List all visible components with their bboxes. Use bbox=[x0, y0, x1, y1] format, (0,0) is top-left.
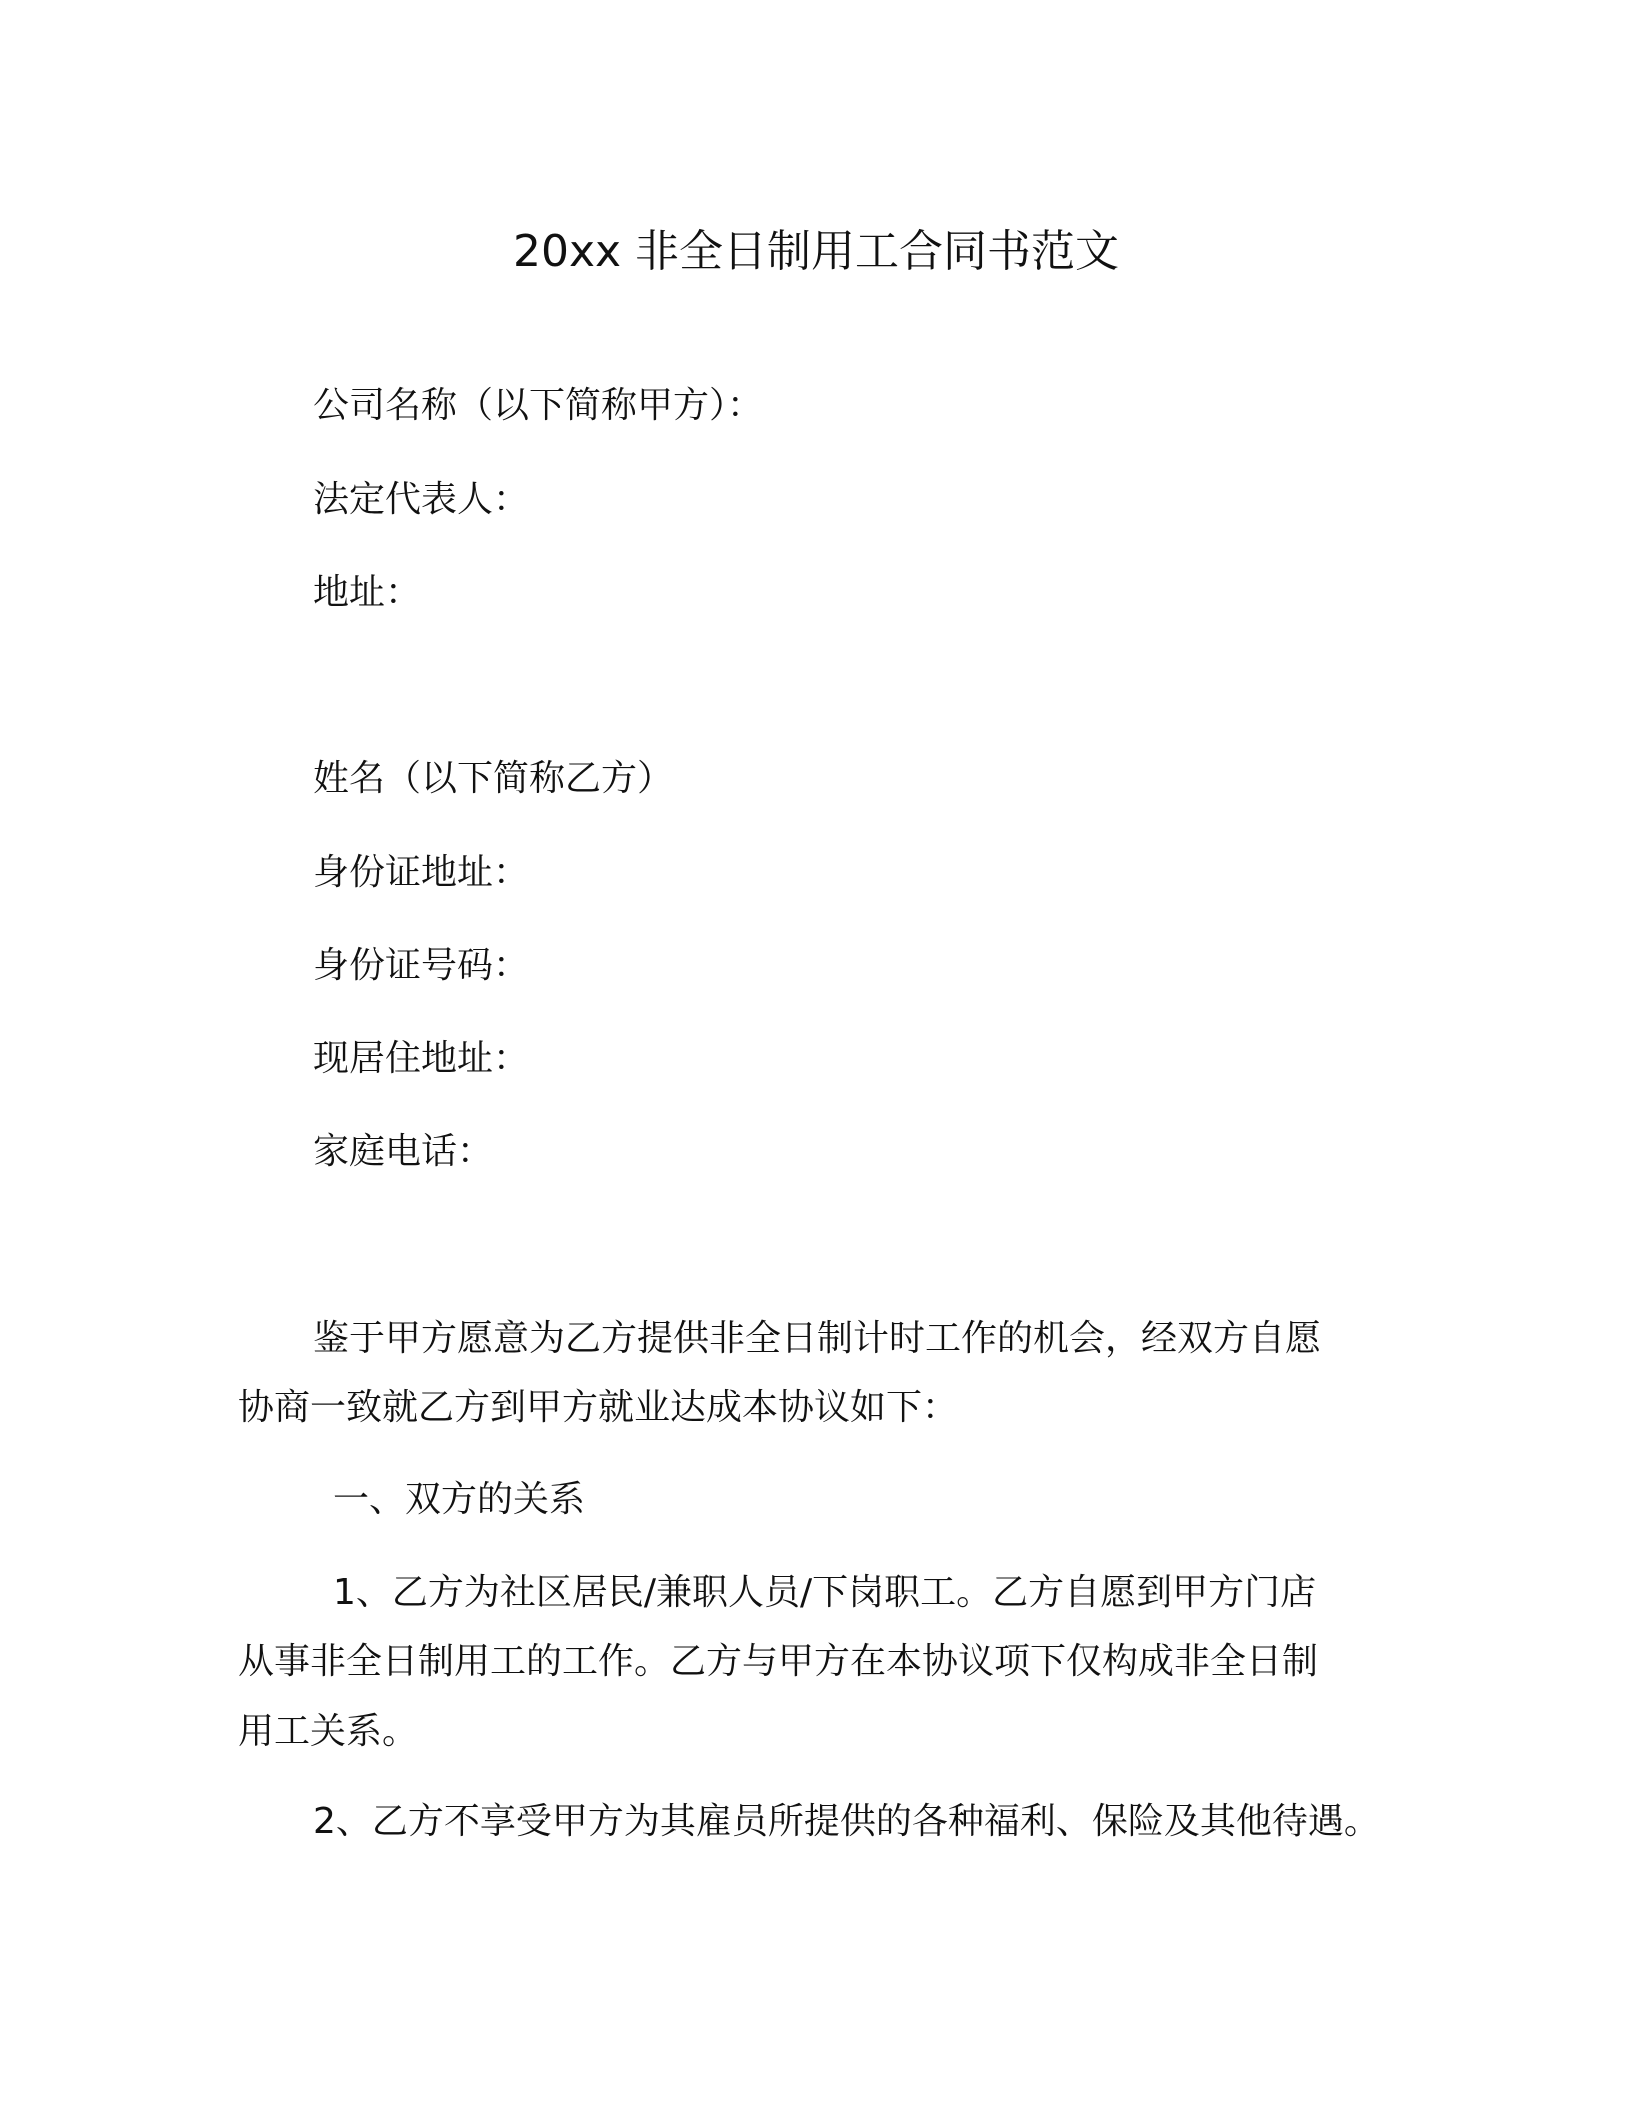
clause-1-line-1: 1、乙方为社区居民/兼职人员/下岗职工。乙方自愿到甲方门店 bbox=[333, 1572, 1317, 1613]
intro-paragraph-line-2: 协商一致就乙方到甲方就业达成本协议如下： bbox=[238, 1387, 959, 1428]
home-phone-field: 家庭电话： bbox=[313, 1131, 494, 1172]
document-title: 20xx 非全日制用工合同书范文 bbox=[512, 226, 1120, 277]
clause-1-line-2: 从事非全日制用工的工作。乙方与甲方在本协议项下仅构成非全日制 bbox=[238, 1641, 1319, 1682]
company-name-field: 公司名称（以下简称甲方）： bbox=[313, 385, 764, 426]
id-number-field: 身份证号码： bbox=[313, 945, 530, 986]
clause-2: 2、乙方不享受甲方为其雇员所提供的各种福利、保险及其他待遇。 bbox=[313, 1801, 1380, 1842]
current-address-field: 现居住地址： bbox=[313, 1038, 530, 1079]
party-b-name-field: 姓名（以下简称乙方） bbox=[313, 758, 674, 799]
legal-representative-field: 法定代表人： bbox=[313, 479, 530, 520]
id-address-field: 身份证地址： bbox=[313, 852, 530, 893]
section-heading-relationship: 一、双方的关系 bbox=[333, 1479, 586, 1520]
intro-paragraph-line-1: 鉴于甲方愿意为乙方提供非全日制计时工作的机会，经双方自愿 bbox=[313, 1318, 1322, 1359]
company-address-field: 地址： bbox=[313, 572, 422, 613]
clause-1-line-3: 用工关系。 bbox=[238, 1711, 419, 1752]
